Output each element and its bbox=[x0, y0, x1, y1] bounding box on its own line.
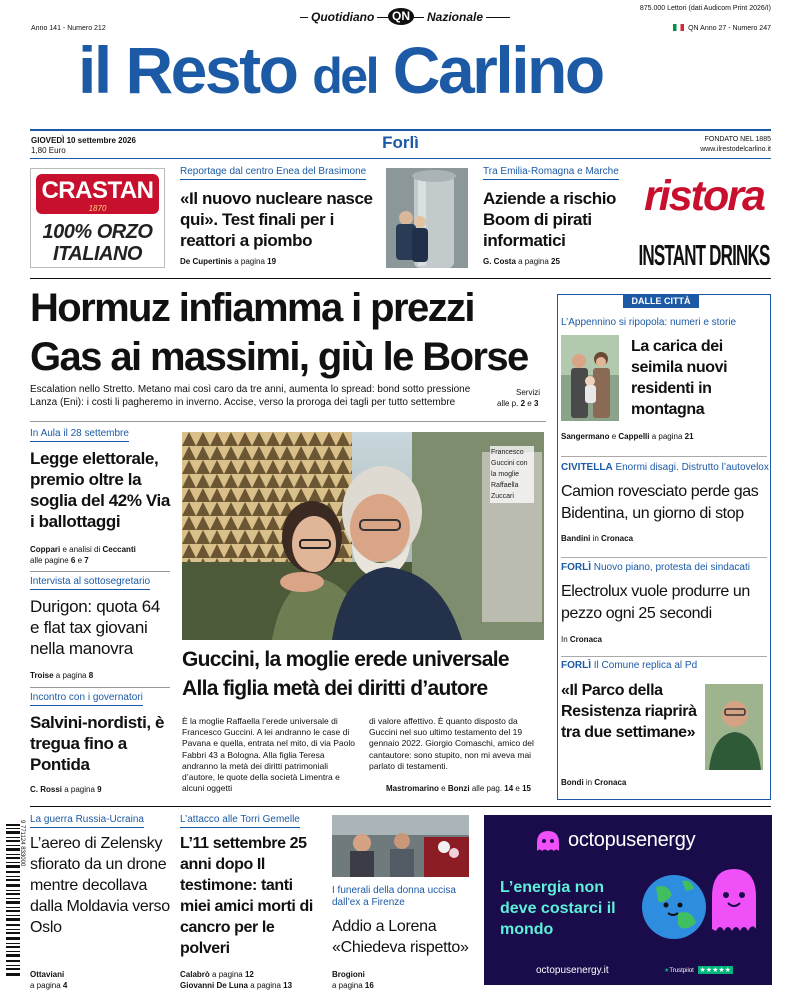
story-byline: Bandini in Cronaca bbox=[561, 534, 634, 543]
story-kicker: CIVITELLA Enormi disagi. Distrutto l’autovelox bbox=[561, 462, 769, 473]
story-kicker: La guerra Russia-Ucraina bbox=[30, 814, 144, 828]
guccini-headline-1[interactable]: Guccini, la moglie erede universale bbox=[182, 648, 509, 671]
story-kicker: FORLÌ Nuovo piano, protesta dei sindacati bbox=[561, 562, 750, 573]
crastan-line1: 100% ORZO bbox=[42, 221, 153, 243]
right-col-rule bbox=[561, 656, 767, 657]
right-col-rule bbox=[561, 557, 767, 558]
octopus-brand: octopusenergy bbox=[568, 829, 696, 851]
story-headline: Camion rovesciato perde gas Bidentina, un giorno di stop bbox=[561, 483, 759, 522]
story-kicker: I funerali della donna uccisa dall’ex a Firenze bbox=[332, 885, 456, 908]
price: 1,80 Euro bbox=[31, 146, 66, 155]
reactor-photo bbox=[386, 168, 468, 268]
dalle-citta-title: DALLE CITTÀ bbox=[623, 294, 699, 308]
story-byline-name: Brogioni bbox=[332, 970, 365, 979]
story-byline: In Cronaca bbox=[561, 635, 602, 644]
crastan-ad[interactable] bbox=[30, 168, 165, 268]
qn-logo: QN bbox=[388, 8, 414, 25]
story-kicker: In Aula il 28 settembre bbox=[30, 428, 129, 442]
story-byline-name: Ottaviani bbox=[30, 970, 65, 979]
lead-summary-1: Escalation nello Stretto. Metano mai così caro da tre anni, aumenta lo spread: bond sotto pressione bbox=[30, 384, 471, 395]
story-headline: Durigon: quota 64 e flat tax giovani nella manovra bbox=[30, 597, 161, 658]
story-kicker: FORLÌ Il Comune replica al Pd bbox=[561, 660, 698, 671]
right-col-rule bbox=[561, 456, 767, 457]
left-col-rule bbox=[30, 571, 170, 572]
trustpilot-badge: ★Trustpilot ★★★★★ bbox=[664, 967, 731, 974]
story-byline: Calabrò a pagina 12 bbox=[180, 970, 254, 979]
masthead: il Resto del Carlino bbox=[78, 33, 603, 107]
top-strip-rule bbox=[30, 278, 771, 279]
masthead-rule bbox=[30, 129, 771, 131]
story-byline-2: Giovanni De Luna a pagina 13 bbox=[180, 981, 293, 990]
guccini-body-right: di valore affettivo. È quanto disposto da Guccini nel suo ultimo testamento del 19 gennaio 2022. Giorgio Comaschi, amico del cantautore: sono stupito, non mi aveva mai parlato di testamenti. bbox=[369, 716, 534, 771]
earth-octopus-icon bbox=[634, 857, 764, 947]
story-byline: G. Costa a pagina 25 bbox=[483, 257, 560, 266]
story-byline: Bondi in Cronaca bbox=[561, 778, 627, 787]
barcode bbox=[4, 820, 26, 980]
story-headline: La carica dei seimila nuovi residenti in montagna bbox=[631, 338, 728, 418]
lead-headline-2[interactable]: Gas ai massimi, giù le Borse bbox=[30, 335, 528, 379]
story-kicker: Incontro con i governatori bbox=[30, 692, 143, 706]
story-byline-page: a pagina 16 bbox=[332, 981, 374, 990]
story-byline: De Cupertinis a pagina 19 bbox=[180, 257, 277, 266]
edition: Forlì bbox=[382, 133, 419, 152]
photo-caption: Francesco Guccini con la moglie Raffaella Zuccari bbox=[490, 446, 534, 503]
octopus-logo-icon bbox=[534, 829, 562, 855]
story-headline: L’aereo di Zelensky sfiorato da un drone mentre decollava dalla Moldavia verso Oslo bbox=[30, 835, 170, 936]
story-headline: Aziende a rischio Boom di pirati informatici bbox=[483, 189, 617, 250]
story-byline: Troise a pagina 8 bbox=[30, 671, 94, 680]
qn-strip bbox=[300, 8, 510, 26]
left-col-rule bbox=[30, 687, 170, 688]
guccini-byline: Mastromarino e Bonzi alle pag. 14 e 15 bbox=[386, 784, 532, 793]
italian-flag-icon bbox=[673, 24, 684, 31]
story-kicker: Intervista al sottosegretario bbox=[30, 576, 150, 590]
family-photo bbox=[561, 335, 619, 421]
story-electrolux[interactable] bbox=[561, 562, 767, 652]
lead-servizi-2: alle p. 2 e 3 bbox=[497, 399, 539, 408]
octopus-url: octopusenergy.it bbox=[536, 965, 609, 976]
guccini-headline-2[interactable]: Alla figlia metà dei diritti d’autore bbox=[182, 677, 488, 700]
story-salvini[interactable] bbox=[30, 692, 170, 798]
story-kicker: L’Appennino si ripopola: numeri e storie bbox=[561, 317, 737, 328]
crastan-line2: ITALIANO bbox=[53, 243, 142, 265]
readership: 875.000 Lettori (dati Audicom Print 2026/I) bbox=[639, 5, 771, 12]
story-parco[interactable] bbox=[561, 660, 767, 796]
funeral-photo bbox=[332, 815, 469, 877]
ristora-brand: ristora bbox=[644, 172, 764, 220]
barcode-digits: 9 771124 833000 bbox=[19, 820, 25, 867]
story-headline: Addio a Lorena «Chiedeva rispetto» bbox=[332, 918, 469, 956]
founded: FONDATO NEL 1885 bbox=[704, 136, 771, 143]
bottom-rule bbox=[30, 806, 771, 807]
story-byline: C. Rossi a pagina 9 bbox=[30, 785, 102, 794]
story-headline: «Il nuovo nucleare nasce qui». Test finali per i reattori a piombo bbox=[180, 189, 373, 250]
qn-left-label: Quotidiano bbox=[308, 10, 377, 24]
issue-number: Anno 141 - Numero 212 bbox=[31, 25, 106, 32]
story-nucleare[interactable] bbox=[180, 166, 375, 270]
lead-headline-1[interactable]: Hormuz infiamma i prezzi bbox=[30, 286, 474, 330]
qn-issue: QN Anno 27 - Numero 247 bbox=[673, 24, 771, 34]
story-zelensky[interactable] bbox=[30, 814, 170, 992]
story-kicker: L’attacco alle Torri Gemelle bbox=[180, 814, 300, 828]
lead-summary-2: Lanza (Eni): i costi li pagheremo in inverno. Accise, verso la proroga dei tagli per tutto settembre bbox=[30, 397, 456, 408]
story-kicker: Tra Emilia-Romagna e Marche bbox=[483, 166, 619, 180]
story-headline: Salvini-nordisti, è tregua fino a Pontida bbox=[30, 713, 165, 774]
story-byline: Sangermano e Cappelli a pagina 21 bbox=[561, 432, 694, 441]
crastan-year: 1870 bbox=[88, 204, 107, 213]
lead-rule bbox=[30, 421, 546, 422]
story-byline-pages: alle pagine 6 e 7 bbox=[30, 556, 89, 565]
story-headline: «Il Parco della Resistenza riaprirà tra due settimane» bbox=[561, 682, 697, 741]
story-headline: L’11 settembre 25 anni dopo Il testimone: tanti miei amici morti di cancro per le polveri bbox=[180, 835, 313, 957]
mayor-photo bbox=[705, 684, 763, 770]
story-civitella[interactable] bbox=[561, 462, 767, 552]
story-headline: Legge elettorale, premio oltre la soglia del 42% Via i ballottaggi bbox=[30, 449, 170, 531]
story-pirati[interactable] bbox=[483, 166, 633, 270]
header-bottom-rule bbox=[30, 158, 771, 159]
guccini-body-left: È la moglie Raffaella l’erede universale di Francesco Guccini. A lei andranno le case di Pavana e quella, entrata nel mito, di via Paolo Fabbri 43 a Bologna. Alla figlia Teresa andranno la metà dei diritti patrimoniali d’autore, le quote della società Limentra e alcuni oggetti bbox=[182, 716, 355, 794]
story-torri-gemelle[interactable] bbox=[180, 814, 320, 992]
issue-date: GIOVEDÌ 10 settembre 2026 bbox=[31, 136, 136, 145]
story-byline-page: a pagina 4 bbox=[30, 981, 68, 990]
ristora-sub: INSTANT DRINKS bbox=[638, 239, 770, 272]
crastan-brand: CRASTAN bbox=[41, 177, 154, 204]
story-byline: Coppari e analisi di Ceccanti bbox=[30, 545, 136, 554]
story-legge-elettorale[interactable] bbox=[30, 428, 170, 568]
octopus-tagline: L’energia non deve costarci il mondo bbox=[500, 879, 616, 938]
website: www.ilrestodelcarlino.it bbox=[700, 146, 771, 153]
trustpilot-star-icon: ★ bbox=[664, 968, 670, 974]
story-headline: Electrolux vuole produrre un pezzo ogni 25 secondi bbox=[561, 583, 750, 622]
story-lorena[interactable] bbox=[332, 880, 472, 992]
story-kicker: Reportage dal centro Enea del Brasimone bbox=[180, 166, 366, 180]
octopus-ad[interactable] bbox=[484, 815, 772, 985]
lead-servizi-1: Servizi bbox=[516, 388, 541, 397]
story-appennino[interactable] bbox=[561, 314, 767, 444]
ristora-ad[interactable] bbox=[634, 168, 772, 272]
rating-stars-icon: ★★★★★ bbox=[699, 967, 731, 974]
qn-right-label: Nazionale bbox=[424, 10, 486, 24]
story-durigon[interactable] bbox=[30, 576, 170, 684]
